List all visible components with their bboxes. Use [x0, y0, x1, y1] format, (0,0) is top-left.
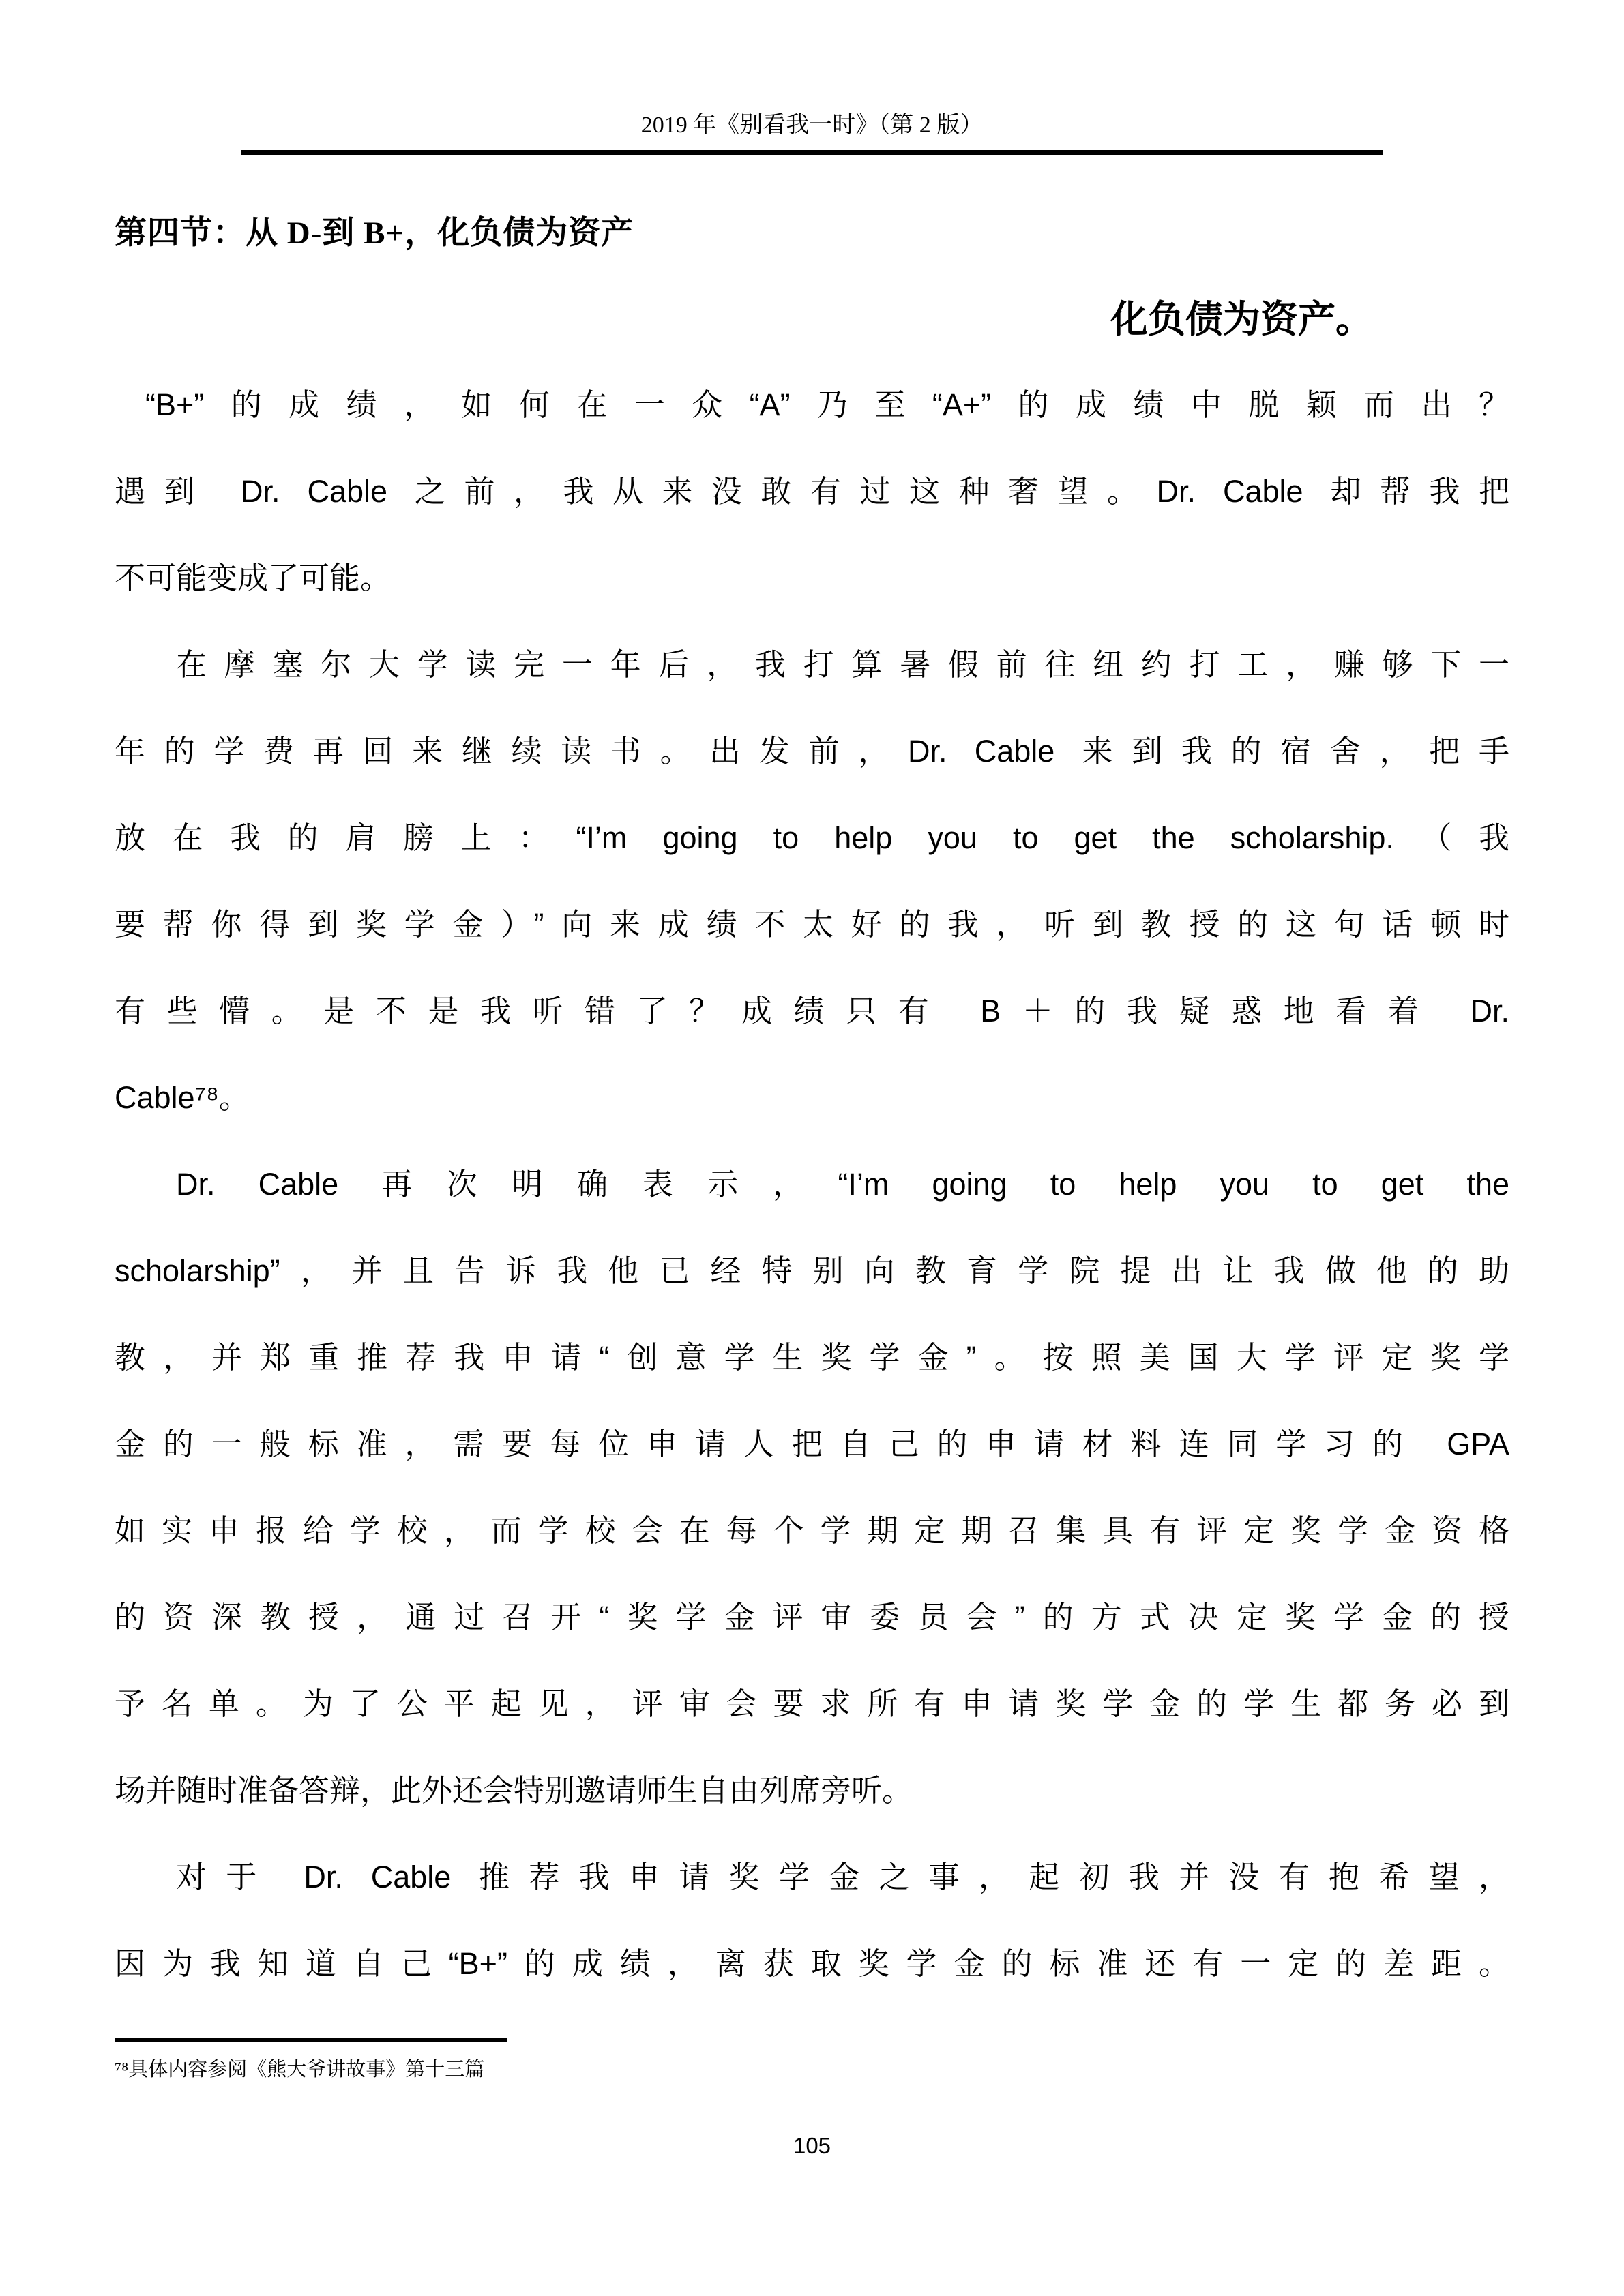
body-line: “B+”的成绩，如何在一众“A”乃至“A+”的成绩中脱颖而出？ — [145, 387, 1509, 422]
body-line: Cable⁷⁸。 — [115, 1080, 250, 1115]
body-line: 如实申报给学校，而学校会在每个学期定期召集具有评定奖学金资格 — [115, 1513, 1509, 1548]
body-line: 不可能变成了可能。 — [115, 561, 392, 595]
body-line: 遇到 Dr. Cable 之前，我从来没敢有过这种奢望。Dr. Cable 却帮我把 — [115, 474, 1509, 509]
body-line: 要帮你得到奖学金）”向来成绩不太好的我，听到教授的这句话顿时 — [115, 907, 1509, 942]
body-line: 在摩塞尔大学读完一年后，我打算暑假前往纽约打工，赚够下一 — [176, 647, 1509, 682]
body-line: 对于 Dr. Cable 推荐我申请奖学金之事，起初我并没有抱希望， — [176, 1860, 1509, 1894]
body-line: 金的一般标准，需要每位申请人把自己的申请材料连同学习的 GPA — [115, 1427, 1509, 1461]
body-line: 场并随时准备答辩，此外还会特别邀请师生自由列席旁听。 — [115, 1773, 913, 1808]
body-text — [115, 361, 1509, 2007]
body-line: Dr. Cable 再次明确表示，“I’m going to help you to get the — [176, 1167, 1509, 1202]
body-line: 予名单。为了公平起见，评审会要求所有申请奖学金的学生都务必到 — [115, 1686, 1509, 1721]
body-line: scholarship”，并且告诉我他已经特别向教育学院提出让我做他的助 — [115, 1253, 1509, 1288]
body-line: 年的学费再回来继续读书。出发前，Dr. Cable 来到我的宿舍，把手 — [115, 734, 1509, 769]
page-header — [0, 0, 1624, 142]
page-content — [115, 214, 1509, 2085]
running-title: 2019 年《别看我一时》（第 2 版） — [640, 113, 984, 138]
footnote-separator — [115, 2038, 507, 2042]
section-title: 第四节：从 D-到 B+，化负债为资产 — [115, 215, 634, 251]
body-line: 教，并郑重推荐我申请“创意学生奖学金”。按照美国大学评定奖学 — [115, 1340, 1509, 1375]
body-line: 的资深教授，通过召开“奖学金评审委员会”的方式决定奖学金的授 — [115, 1600, 1509, 1635]
calligraphy-callout: 化负债为资产。 — [1110, 297, 1373, 341]
body-line: 有些懵。是不是我听错了？成绩只有 B＋的我疑惑地看着 Dr. — [115, 994, 1509, 1028]
header-rule — [241, 150, 1383, 155]
footnote-text: ⁷⁸具体内容参阅《熊大爷讲故事》第十三篇 — [115, 2059, 485, 2081]
page-number: 105 — [793, 2133, 831, 2158]
body-line: 放在我的肩膀上：“I’m going to help you to get the scholarship.（我 — [115, 820, 1509, 855]
body-line: 因为我知道自己“B+”的成绩，离获取奖学金的标准还有一定的差距。 — [115, 1946, 1509, 1981]
